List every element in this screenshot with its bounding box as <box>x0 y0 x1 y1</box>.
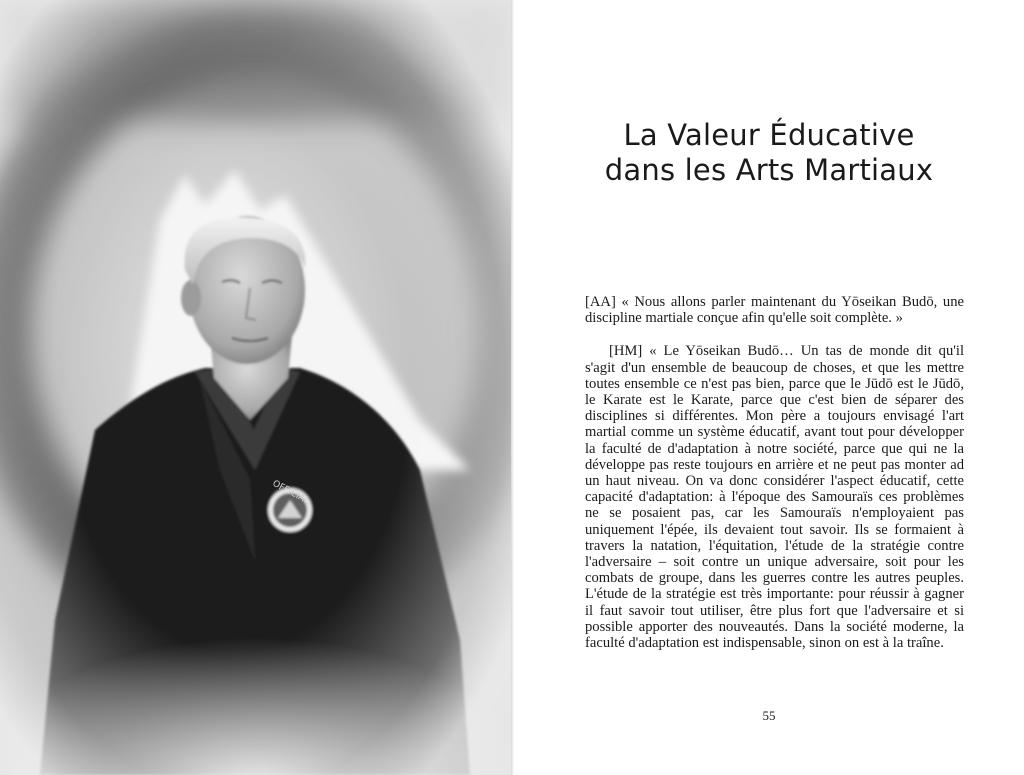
chapter-title-line-2: dans les Arts Martiaux <box>604 153 934 187</box>
chapter-title <box>554 118 984 188</box>
page-number: 55 <box>762 708 776 723</box>
body-text <box>585 294 964 651</box>
chapter-title-line-1: La Valeur Éducative <box>623 118 915 152</box>
paragraph-2: [HM] « Le Yōseikan Budō… Un tas de monde dit qu'il s'agit d'un ensemble de beaucoup de choses, et que les mettre toutes ensemble ce n'est pas bien, parce que le Jūdō est le Jūdō, le Karate est le Karate, parce que c'est bien de séparer des disciplines si différentes. Mon père a toujours envisagé l'art martial comme un système éducatif, avant tout pour développer la faculté de d'adaptation à notre société, parce que qui ne la développe pas reste toujours en arrière et ne peut pas monter ad un haut niveau. On va donc considérer l'aspect éducatif, cette capacité d'adaptation: à l'époque des Samouraïs ces problèmes ne se posaient pas, car les Samouraïs n'employaient pas uniquement l'épée, ils devaient tout savoir. Ils se formaient à travers la natation, l'équitation, l'étude de la stratégie contre l'adversaire – soit contre un unique adversaire, soit pour les combats de groupe, dans les guerres contre les autres peuples. L'étude de la stratégie est très importante: pour réussir à gagner il faut savoir tout utiliser, être plus fort que l'adversaire et si possible apporter des nouveautés. Dans la société moderne, la faculté d'adaptation est indispensable, sinon on est à la traîne. <box>585 343 964 652</box>
paragraph-1: [AA] « Nous allons parler maintenant du Yōseikan Budō, une discipline martiale conçue afin qu'elle soit complète. » <box>585 294 964 327</box>
text-page <box>514 0 1024 775</box>
